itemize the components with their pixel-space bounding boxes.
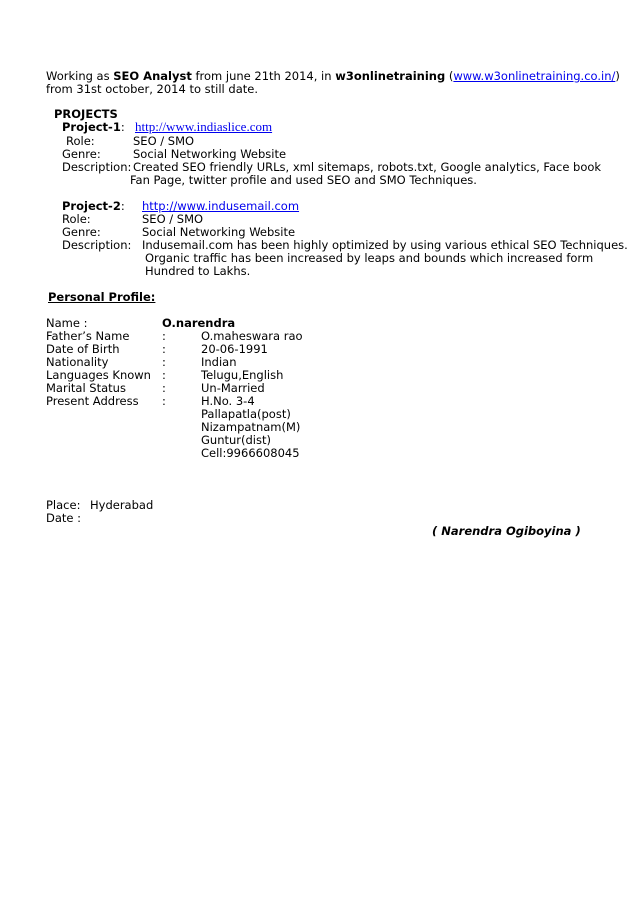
project1-genre-value: Social Networking Website [133, 147, 287, 161]
project2-desc-label: Description: [62, 238, 132, 252]
projects-heading: PROJECTS [54, 107, 118, 121]
date-label: Date : [46, 511, 82, 525]
profile-row-value: H.No. 3-4 [201, 394, 255, 408]
project2-link[interactable]: http://www.indusemail.com [142, 199, 300, 213]
profile-row-value: O.maheswara rao [201, 329, 303, 343]
profile-heading: Personal Profile: [48, 290, 156, 304]
project1-link[interactable]: http://www.indiaslice.com [135, 119, 273, 134]
intro-line-2: from 31st october, 2014 to still date. [46, 82, 258, 96]
signature: ( Narendra Ogiboyina ) [432, 524, 581, 538]
intro-text: ) [615, 69, 620, 83]
project1-sep: : [120, 120, 125, 134]
project2-desc-line-1: Indusemail.com has been highly optimized by using various ethical SEO Techniques. [142, 238, 628, 252]
profile-row-label: Date of Birth [46, 342, 120, 356]
project2-desc-line-3: Hundred to Lakhs. [145, 264, 251, 278]
project2-genre-value: Social Networking Website [142, 225, 296, 239]
intro-text: ( [445, 69, 454, 83]
intro-text: from june 21th 2014, in [191, 69, 336, 83]
profile-row-value: Indian [201, 355, 237, 369]
company-name: w3onlinetraining [335, 69, 446, 83]
project2-desc-line-2: Organic traffic has been increased by leaps and bounds which increased form [145, 251, 594, 265]
profile-row-value: Telugu,English [201, 368, 284, 382]
project1-desc-label: Description: [62, 160, 132, 174]
profile-row-sep: : [162, 355, 166, 369]
project1-label: Project-1 [62, 120, 121, 134]
profile-row-sep: : [162, 394, 166, 408]
profile-row-label: Languages Known [46, 368, 151, 382]
name-value: O.narendra [162, 316, 236, 330]
profile-row-value: 20-06-1991 [201, 342, 268, 356]
address-line: Pallapatla(post) [201, 407, 291, 421]
project2-genre-label: Genre: [62, 225, 101, 239]
profile-row-sep: : [162, 329, 166, 343]
project1-role-value: SEO / SMO [133, 134, 195, 148]
project2-label: Project-2 [62, 199, 121, 213]
profile-row-label: Father’s Name [46, 329, 130, 343]
project1-role-label: Role: [66, 134, 95, 148]
profile-row-label: Marital Status [46, 381, 126, 395]
intro-text: Working as [46, 69, 114, 83]
project2-role-value: SEO / SMO [142, 212, 204, 226]
project2-sep: : [120, 199, 125, 213]
project1-desc-line-1: Created SEO friendly URLs, xml sitemaps, robots.txt, Google analytics, Face book [133, 160, 602, 174]
project1-header [62, 121, 125, 134]
job-title: SEO Analyst [113, 69, 192, 83]
place-value: Hyderabad [90, 498, 154, 512]
profile-row-label: Present Address [46, 394, 139, 408]
address-line: Guntur(dist) [201, 433, 271, 447]
project1-genre-label: Genre: [62, 147, 101, 161]
address-line: Cell:9966608045 [201, 446, 300, 460]
name-label: Name : [46, 316, 88, 330]
address-line: Nizampatnam(M) [201, 420, 301, 434]
profile-row-sep: : [162, 342, 166, 356]
place-label: Place: [46, 498, 81, 512]
project1-desc-line-2: Fan Page, twitter profile and used SEO and SMO Techniques. [130, 173, 477, 187]
company-link[interactable]: www.w3onlinetraining.co.in/ [453, 69, 616, 83]
profile-row-label: Nationality [46, 355, 109, 369]
profile-row-value: Un-Married [201, 381, 265, 395]
project2-role-label: Role: [62, 212, 91, 226]
profile-row-sep: : [162, 368, 166, 382]
profile-row-sep: : [162, 381, 166, 395]
